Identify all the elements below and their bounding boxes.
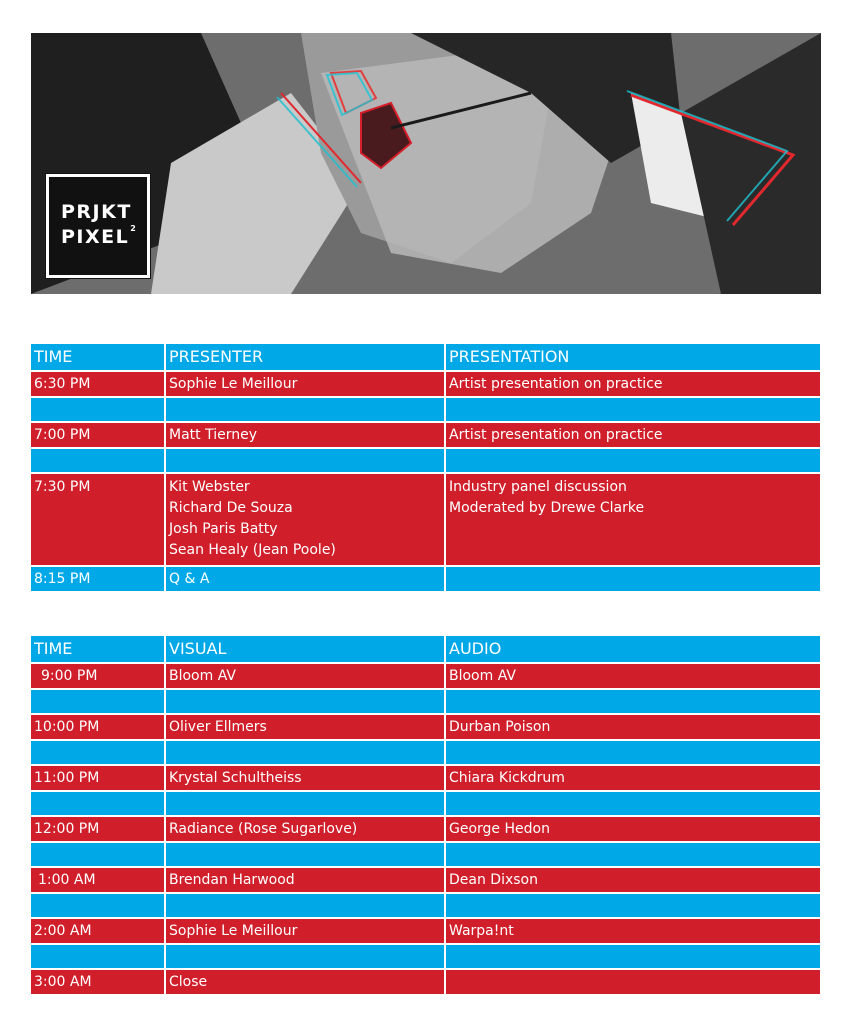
time-cell: 11:00 PM (31, 766, 166, 792)
time-cell: 7:30 PM (31, 474, 166, 567)
time-cell (31, 792, 166, 817)
presentation-line: Industry panel discussion (449, 479, 627, 495)
presentation-cell (446, 449, 820, 474)
presenter-cell: Q & A (166, 567, 446, 593)
time-cell: 7:00 PM (31, 423, 166, 449)
presenter-cell: Matt Tierney (166, 423, 446, 449)
visual-cell (166, 690, 446, 715)
presentation-cell (446, 567, 820, 593)
header-visual: VISUAL (166, 636, 446, 664)
header-presenter: PRESENTER (166, 344, 446, 372)
table-spacer-row (31, 945, 820, 970)
visual-cell: Close (166, 970, 446, 996)
visual-cell (166, 894, 446, 919)
table-row (31, 423, 820, 449)
time-cell: 9:00 PM (31, 664, 166, 690)
table-row (31, 766, 820, 792)
presenter-cell (166, 398, 446, 423)
visual-cell: Brendan Harwood (166, 868, 446, 894)
table-row (31, 868, 820, 894)
audio-cell (446, 690, 820, 715)
visual-cell (166, 792, 446, 817)
audio-cell (446, 894, 820, 919)
presentation-cell (446, 398, 820, 423)
time-cell (31, 945, 166, 970)
time-cell: 2:00 AM (31, 919, 166, 945)
presentation-line: Moderated by Drewe Clarke (449, 500, 645, 516)
audio-cell (446, 970, 820, 996)
presenter-line: Sean Healy (Jean Poole) (169, 542, 336, 558)
table-row (31, 664, 820, 690)
table-spacer-row (31, 894, 820, 919)
presentation-cell: Artist presentation on practice (446, 372, 820, 398)
table-row (31, 567, 820, 593)
presentation-cell: Artist presentation on practice (446, 423, 820, 449)
table-row (31, 817, 820, 843)
audio-cell: George Hedon (446, 817, 820, 843)
time-cell (31, 690, 166, 715)
performance-schedule-table (31, 636, 820, 996)
visual-cell: Oliver Ellmers (166, 715, 446, 741)
table-row (31, 372, 820, 398)
header-presentation: PRESENTATION (446, 344, 820, 372)
audio-cell (446, 945, 820, 970)
visual-cell: Sophie Le Meillour (166, 919, 446, 945)
time-cell (31, 741, 166, 766)
audio-cell (446, 843, 820, 868)
time-cell (31, 449, 166, 474)
table-spacer-row (31, 843, 820, 868)
time-cell: 6:30 PM (31, 372, 166, 398)
prjkt-pixel-logo (46, 174, 150, 278)
presentation-cell (446, 474, 820, 567)
time-cell (31, 894, 166, 919)
table-row-panel (31, 474, 820, 567)
table-row (31, 919, 820, 945)
presenter-line: Kit Webster (169, 479, 250, 495)
header-audio: AUDIO (446, 636, 820, 664)
presenter-cell (166, 449, 446, 474)
audio-cell: Chiara Kickdrum (446, 766, 820, 792)
logo-line-1: PRJKT (61, 201, 132, 223)
audio-cell: Bloom AV (446, 664, 820, 690)
presenter-cell: Sophie Le Meillour (166, 372, 446, 398)
table-header-row (31, 344, 820, 372)
visual-cell (166, 741, 446, 766)
presenter-line: Josh Paris Batty (169, 521, 278, 537)
header-time: TIME (31, 344, 166, 372)
visual-cell: Krystal Schultheiss (166, 766, 446, 792)
audio-cell (446, 741, 820, 766)
visual-cell (166, 945, 446, 970)
time-cell: 1:00 AM (31, 868, 166, 894)
visual-cell (166, 843, 446, 868)
talks-schedule-table (31, 344, 820, 593)
audio-cell (446, 792, 820, 817)
audio-cell: Durban Poison (446, 715, 820, 741)
hero-banner (31, 33, 821, 294)
logo-line-2: PIXEL$^2$ (61, 224, 138, 248)
table-row (31, 715, 820, 741)
table-spacer-row (31, 449, 820, 474)
header-time: TIME (31, 636, 166, 664)
time-cell: 10:00 PM (31, 715, 166, 741)
table-spacer-row (31, 741, 820, 766)
audio-cell: Dean Dixson (446, 868, 820, 894)
time-cell: 8:15 PM (31, 567, 166, 593)
time-cell (31, 398, 166, 423)
visual-cell: Radiance (Rose Sugarlove) (166, 817, 446, 843)
presenter-line: Richard De Souza (169, 500, 293, 516)
visual-cell: Bloom AV (166, 664, 446, 690)
table-header-row (31, 636, 820, 664)
time-cell (31, 843, 166, 868)
table-row (31, 970, 820, 996)
table-spacer-row (31, 792, 820, 817)
audio-cell: Warpa!nt (446, 919, 820, 945)
table-spacer-row (31, 690, 820, 715)
time-cell: 12:00 PM (31, 817, 166, 843)
presenter-cell (166, 474, 446, 567)
table-spacer-row (31, 398, 820, 423)
time-cell: 3:00 AM (31, 970, 166, 996)
